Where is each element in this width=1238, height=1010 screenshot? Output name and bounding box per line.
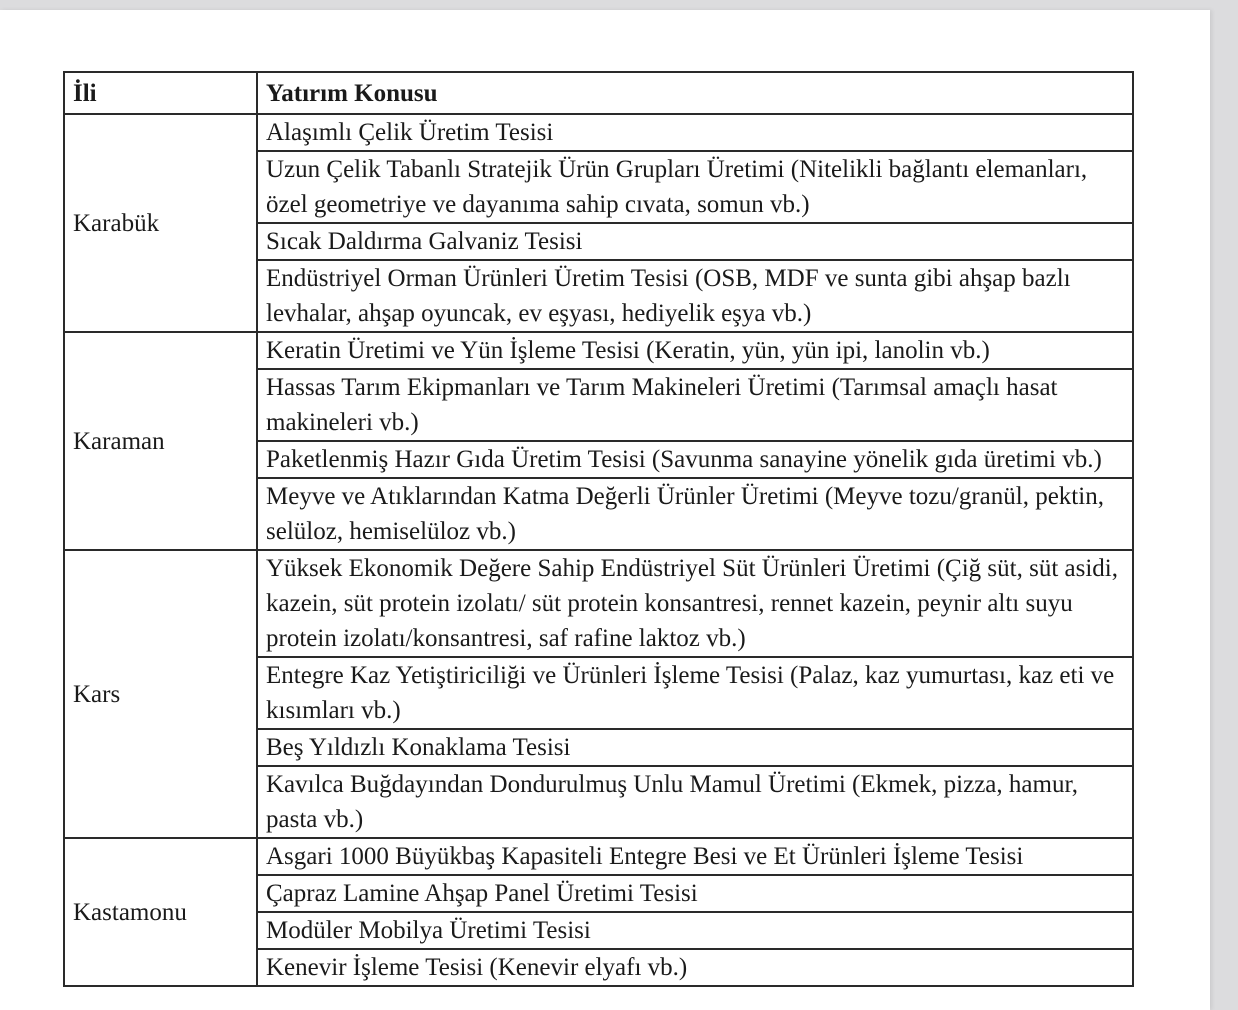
topic-cell: Uzun Çelik Tabanlı Stratejik Ürün Grupları Üretimi (Nitelikli bağlantı elemanları, özel geometriye ve dayanıma sahip cıvata, somun vb.) bbox=[257, 151, 1133, 223]
topic-cell: Beş Yıldızlı Konaklama Tesisi bbox=[257, 729, 1133, 766]
document-page bbox=[0, 10, 1210, 1010]
city-cell: Karaman bbox=[64, 332, 257, 550]
topic-cell: Kavılca Buğdayından Dondurulmuş Unlu Mamul Üretimi (Ekmek, pizza, hamur, pasta vb.) bbox=[257, 766, 1133, 838]
topic-cell: Alaşımlı Çelik Üretim Tesisi bbox=[257, 114, 1133, 151]
topic-cell: Keratin Üretimi ve Yün İşleme Tesisi (Keratin, yün, yün ipi, lanolin vb.) bbox=[257, 332, 1133, 369]
topic-cell: Modüler Mobilya Üretimi Tesisi bbox=[257, 912, 1133, 949]
topic-cell: Meyve ve Atıklarından Katma Değerli Ürünler Üretimi (Meyve tozu/granül, pektin, selüloz, hemiselüloz vb.) bbox=[257, 478, 1133, 550]
topic-cell: Kenevir İşleme Tesisi (Kenevir elyafı vb.) bbox=[257, 949, 1133, 986]
topic-cell: Sıcak Daldırma Galvaniz Tesisi bbox=[257, 223, 1133, 260]
table-row bbox=[64, 332, 1133, 369]
city-cell: Kars bbox=[64, 550, 257, 838]
table-row bbox=[64, 550, 1133, 657]
topic-cell: Entegre Kaz Yetiştiriciliği ve Ürünleri İşleme Tesisi (Palaz, kaz yumurtası, kaz eti ve kısımları vb.) bbox=[257, 657, 1133, 729]
topic-cell: Endüstriyel Orman Ürünleri Üretim Tesisi (OSB, MDF ve sunta gibi ahşap bazlı levhalar, ahşap oyuncak, ev eşyası, hediyelik eşya vb.) bbox=[257, 260, 1133, 332]
topic-cell: Paketlenmiş Hazır Gıda Üretim Tesisi (Savunma sanayine yönelik gıda üretimi vb.) bbox=[257, 441, 1133, 478]
table-row bbox=[64, 838, 1133, 875]
city-cell: Karabük bbox=[64, 114, 257, 332]
table-row bbox=[64, 114, 1133, 151]
header-city: İli bbox=[64, 72, 257, 114]
investment-table bbox=[63, 71, 1134, 987]
topic-cell: Asgari 1000 Büyükbaş Kapasiteli Entegre Besi ve Et Ürünleri İşleme Tesisi bbox=[257, 838, 1133, 875]
topic-cell: Çapraz Lamine Ahşap Panel Üretimi Tesisi bbox=[257, 875, 1133, 912]
table-header-row bbox=[64, 72, 1133, 114]
city-cell: Kastamonu bbox=[64, 838, 257, 986]
header-topic: Yatırım Konusu bbox=[257, 72, 1133, 114]
topic-cell: Hassas Tarım Ekipmanları ve Tarım Makineleri Üretimi (Tarımsal amaçlı hasat makineleri vb.) bbox=[257, 369, 1133, 441]
topic-cell: Yüksek Ekonomik Değere Sahip Endüstriyel Süt Ürünleri Üretimi (Çiğ süt, süt asidi, kazein, süt protein izolatı/ süt protein konsantresi, rennet kazein, peynir altı suyu protein izolatı/konsantresi, saf rafine laktoz vb.) bbox=[257, 550, 1133, 657]
